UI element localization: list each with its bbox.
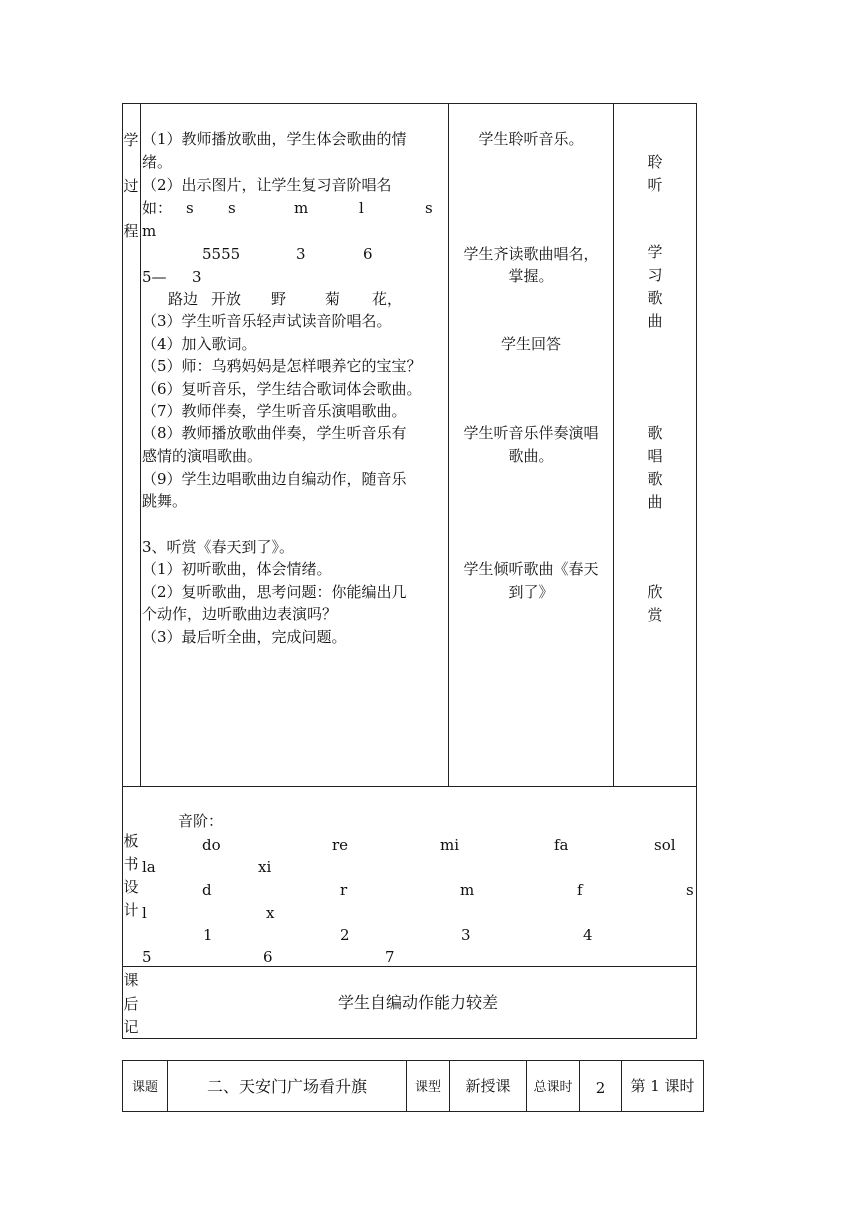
solfege-name: xi xyxy=(258,858,272,876)
intent-char: 歌 xyxy=(647,289,663,307)
step-line: （5）师：乌鸦妈妈是怎样喂养它的宝宝？ xyxy=(142,357,422,375)
after-label-char: 后 xyxy=(123,995,139,1013)
intent-char: 曲 xyxy=(647,312,663,330)
lyric-word: 路边 xyxy=(168,290,199,308)
notation-number: 6 xyxy=(363,245,373,263)
student-line: 掌握。 xyxy=(508,267,554,285)
board-title: 音阶： xyxy=(178,812,224,830)
notation-number: 5— xyxy=(142,268,167,286)
solfege-number: 6 xyxy=(263,948,273,966)
step-line: 如： xyxy=(142,199,173,217)
solfege-abbrev: f xyxy=(577,881,583,899)
process-label-char: 学 xyxy=(123,131,139,149)
solfege-name: mi xyxy=(440,836,460,854)
after-label-char: 课 xyxy=(123,971,139,989)
step-line: （1）教师播放歌曲，学生体会歌曲的情 xyxy=(142,130,407,148)
intent-char: 歌 xyxy=(647,424,663,442)
lyric-word: 花， xyxy=(372,290,403,308)
type-value: 新授课 xyxy=(465,1077,511,1095)
type-label: 课型 xyxy=(414,1080,441,1095)
step-line: （7）教师伴奏，学生听音乐演唱歌曲。 xyxy=(142,402,407,420)
step-line: （4）加入歌词。 xyxy=(142,335,257,353)
solfege-name: re xyxy=(332,836,349,854)
topic-label: 课题 xyxy=(131,1080,158,1095)
intent-char: 曲 xyxy=(647,493,663,511)
step-line: （3）学生听音乐轻声试读音阶唱名。 xyxy=(142,312,392,330)
step-line: 个动作，边听歌曲边表演吗？ xyxy=(142,605,338,623)
student-line: 歌曲。 xyxy=(508,447,554,465)
step-line: 感情的演唱歌曲。 xyxy=(142,447,263,465)
solfege-abbrev: m xyxy=(460,881,475,899)
student-line: 学生聆听音乐。 xyxy=(478,130,584,148)
intent-char: 欣 xyxy=(647,583,663,601)
process-label-char: 过 xyxy=(123,177,139,195)
notation-number: 3 xyxy=(192,268,202,286)
step-line: （2）出示图片，让学生复习音阶唱名 xyxy=(142,176,392,194)
student-line: 学生回答 xyxy=(500,335,561,353)
solfege-number: 3 xyxy=(461,926,471,944)
solfege-number: 2 xyxy=(340,926,350,944)
intent-char: 习 xyxy=(647,266,663,284)
step-line: 绪。 xyxy=(142,153,173,171)
solfege-name: la xyxy=(142,858,156,876)
step-line: （9）学生边唱歌曲边自编动作，随音乐 xyxy=(142,470,407,488)
solfege-abbrev: l xyxy=(142,904,147,922)
after-label-char: 记 xyxy=(123,1018,139,1036)
solfege-abbrev: x xyxy=(266,904,275,922)
solfege-number: 5 xyxy=(142,948,152,966)
step-line: （2）复听歌曲，思考问题：你能编出几 xyxy=(142,583,407,601)
solfege-abbrev: s xyxy=(686,881,694,899)
table-right-border xyxy=(696,103,697,1039)
step-line: （1）初听歌曲，体会情绪。 xyxy=(142,560,332,578)
student-line: 学生齐读歌曲唱名， xyxy=(463,245,599,263)
solfege-abbrev: r xyxy=(340,881,348,899)
solfege-number: 7 xyxy=(385,948,395,966)
solfa-item: s xyxy=(186,199,194,217)
step-line: 3、听赏《春天到了》。 xyxy=(142,538,295,556)
table-top-border xyxy=(122,103,697,104)
period-value: 第 1 课时 xyxy=(630,1077,695,1095)
solfa-item: s xyxy=(425,199,433,217)
student-line: 学生倾听歌曲《春天 xyxy=(463,560,599,578)
board-label-char: 计 xyxy=(123,901,139,919)
table-bottom-border xyxy=(122,1038,697,1039)
step-line: m xyxy=(142,222,157,240)
row-divider-after xyxy=(122,966,697,967)
step-line: （8）教师播放歌曲伴奏，学生听音乐有 xyxy=(142,424,407,442)
header-bottom-border xyxy=(122,1111,704,1112)
student-line: 学生听音乐伴奏演唱 xyxy=(463,424,599,442)
intent-char: 唱 xyxy=(647,447,663,465)
solfege-abbrev: d xyxy=(202,881,212,899)
board-label-char: 板 xyxy=(123,832,139,850)
intent-char: 学 xyxy=(647,243,663,261)
solfege-number: 1 xyxy=(203,926,213,944)
student-line: 到了》 xyxy=(508,583,554,601)
board-label-char: 设 xyxy=(123,878,139,896)
lyric-word: 开放 xyxy=(211,290,242,308)
solfege-name: sol xyxy=(654,836,676,854)
step-line: （6）复听音乐，学生结合歌词体会歌曲。 xyxy=(142,380,422,398)
lyric-word: 野 xyxy=(271,290,287,308)
intent-char: 听 xyxy=(647,176,663,194)
lyric-word: 菊 xyxy=(325,290,341,308)
solfa-item: s xyxy=(228,199,236,217)
after-class-note: 学生自编动作能力较差 xyxy=(337,993,498,1012)
intent-char: 歌 xyxy=(647,470,663,488)
solfege-number: 4 xyxy=(583,926,593,944)
board-label-char: 书 xyxy=(123,855,139,873)
notation-number: 5555 xyxy=(202,245,241,263)
row-divider-board xyxy=(122,786,697,787)
intent-char: 赏 xyxy=(647,606,663,624)
solfa-item: l xyxy=(359,199,364,217)
header-divider xyxy=(703,1060,704,1112)
topic-value: 二、天安门广场看升旗 xyxy=(206,1077,367,1096)
solfa-item: m xyxy=(294,199,309,217)
step-line: （3）最后听全曲，完成问题。 xyxy=(142,628,347,646)
total-value: 2 xyxy=(595,1079,606,1097)
step-line: 跳舞。 xyxy=(142,492,188,510)
process-label-char: 程 xyxy=(123,222,139,240)
solfege-name: do xyxy=(202,836,221,854)
solfege-name: fa xyxy=(554,836,569,854)
total-label: 总课时 xyxy=(533,1080,573,1095)
intent-char: 聆 xyxy=(647,153,663,171)
label-column-divider xyxy=(140,103,141,787)
header-top-border xyxy=(122,1060,704,1061)
notation-number: 3 xyxy=(296,245,306,263)
